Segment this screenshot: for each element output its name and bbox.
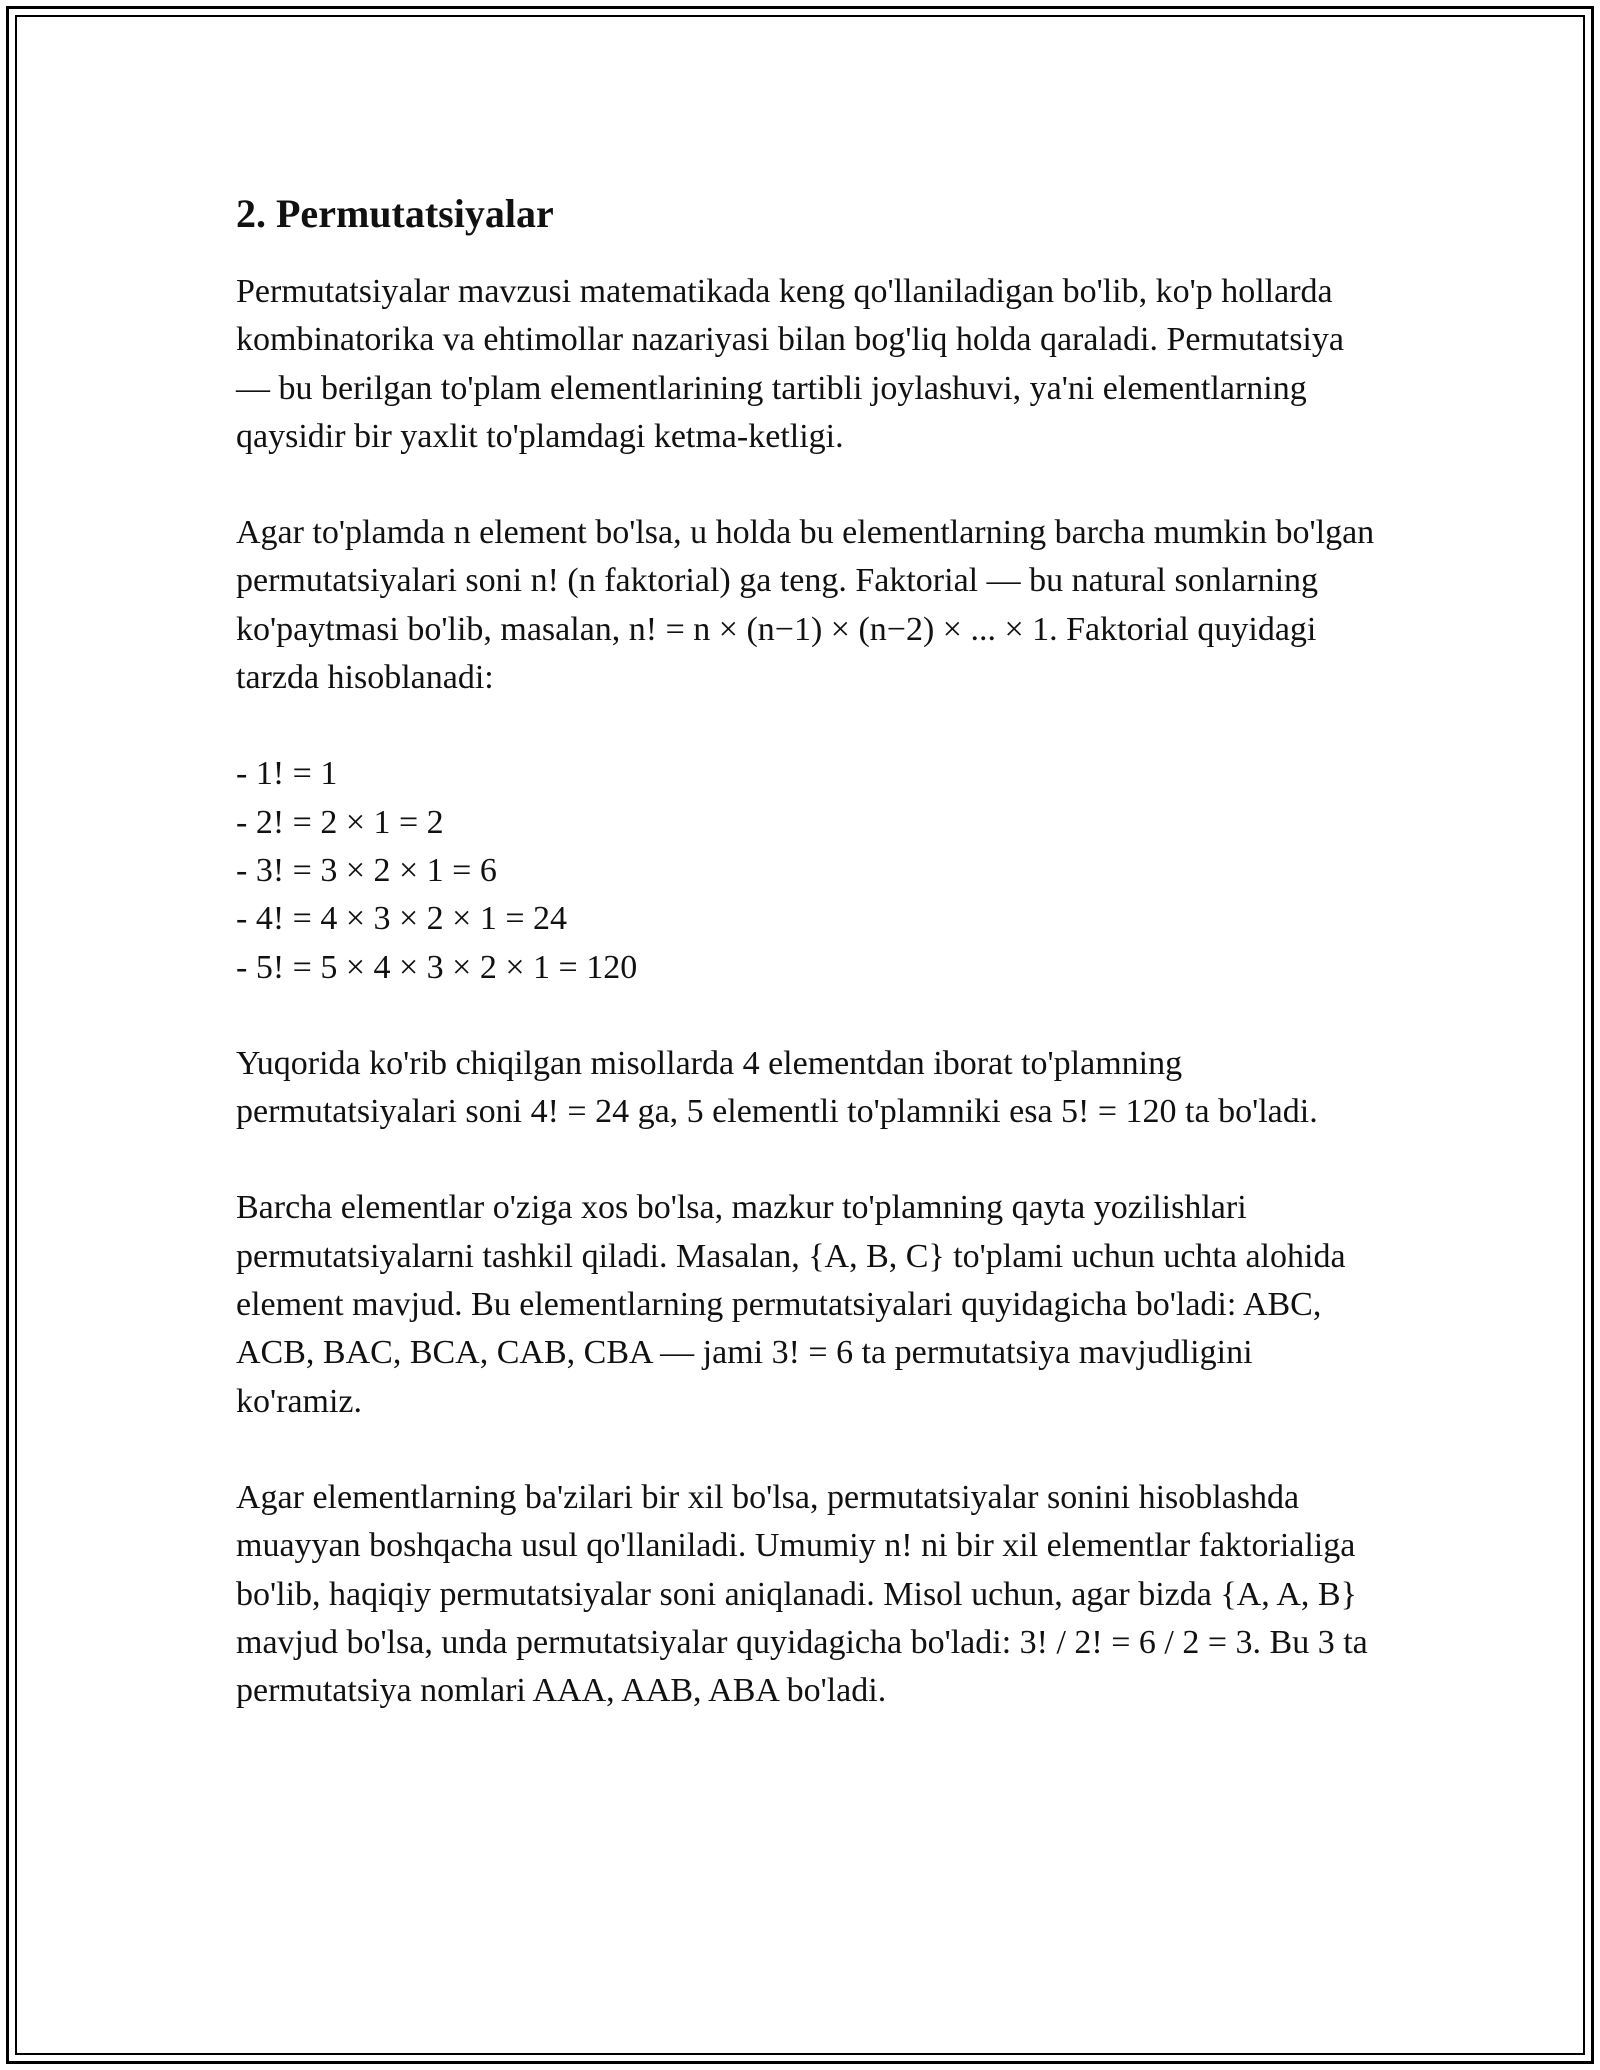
section-heading: 2. Permutatsiyalar [236, 191, 554, 236]
paragraph-intro: Permutatsiyalar mavzusi matematikada keng qo'llaniladigan bo'lib, ko'p hollarda kombinatorika va ehtimollar nazariyasi bilan bog'liq holda qaraladi. Permutatsiya — bu berilgan to'plam elementlarining tartibli joylashuvi, ya'ni elementlarning qaysidir bir yaxlit to'plamdagi ketma-ketligi. [236, 273, 1344, 455]
document-body [236, 184, 1376, 1763]
list-item: - 4! = 4 × 3 × 2 × 1 = 24 [236, 900, 568, 938]
list-item: - 5! = 5 × 4 × 3 × 2 × 1 = 120 [236, 948, 638, 986]
paragraph-repeated-elements: Agar elementlarning ba'zilari bir xil bo'lsa, permutatsiyalar sonini hisoblashda muayyan boshqacha usul qo'llaniladi. Umumiy n! ni bir xil elementlar faktorialiga bo'lib, haqiqiy permutatsiyalar soni aniqlanadi. Misol uchun, agar bizda {A, A, B} mavjud bo'lsa, unda permutatsiyalar quyidagicha bo'ladi: 3! / 2! = 6 / 2 = 3. Bu 3 ta permutatsiya nomlari AAA, AAB, ABA bo'ladi. [236, 1478, 1368, 1710]
list-item: - 1! = 1 [236, 755, 338, 793]
list-item: - 3! = 3 × 2 × 1 = 6 [236, 851, 497, 889]
list-item: - 2! = 2 × 1 = 2 [236, 803, 444, 841]
paragraph-factorial-definition: Agar to'plamda n element bo'lsa, u holda bu elementlarning barcha mumkin bo'lgan permutatsiyalari soni n! (n faktorial) ga teng. Faktorial — bu natural sonlarning ko'paytmasi bo'lib, masalan, n! = n × (n−1) × (n−2) × ... × 1. Faktorial quyidagi tarzda hisoblanadi: [236, 514, 1375, 697]
paragraph-distinct-elements: Barcha elementlar o'ziga xos bo'lsa, mazkur to'plamning qayta yozilishlari permutatsiyalarni tashkil qiladi. Masalan, {A, B, C} to'plami uchun uchta alohida element mavjud. Bu elementlarning permutatsiyalari quyidagicha bo'ladi: ABC, ACB, BAC, BCA, CAB, CBA — jami 3! = 6 ta permutatsiya mavjudligini ko'ramiz. [236, 1189, 1346, 1420]
factorial-example-list [236, 750, 1376, 991]
paragraph-examples-summary: Yuqorida ko'rib chiqilgan misollarda 4 elementdan iborat to'plamning permutatsiyalari soni 4! = 24 ga, 5 elementli to'plamniki esa 5! = 120 ta bo'ladi. [236, 1044, 1318, 1131]
